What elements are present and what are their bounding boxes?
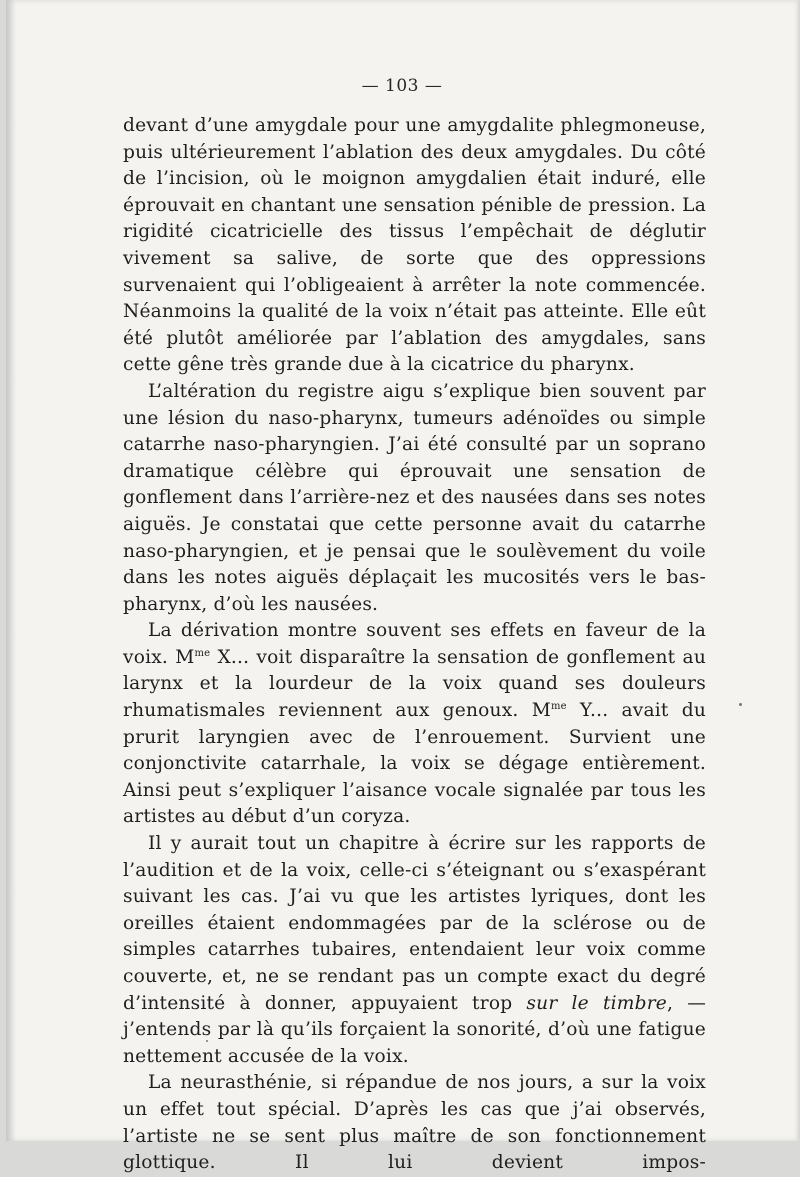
paragraph-4: [123, 831, 706, 1070]
paper-speck: [206, 1040, 208, 1042]
abbrev-madame-superscript: me: [550, 701, 567, 713]
paragraph-3: [123, 618, 706, 831]
paragraph-5: La neurasthénie, si répandue de nos jours, a sur la voix un effet tout spécial. D’après les cas que j’ai observés, l’artiste ne se sent plus maître de son fonctionnement glottique. Il lui devient impos-: [123, 1072, 706, 1174]
abbrev-madame-superscript: me: [194, 647, 211, 659]
paragraph-3-part-b: X... voit disparaître la sensation de gonflement au larynx et la lourdeur de la voix quand ses douleurs rhumatismales reviennent aux genoux. M: [123, 646, 706, 722]
paragraph-1: devant d’une amygdale pour une amygdalite phlegmoneuse, puis ultérieurement l’ablation des deux amygdales. Du côté de l’incision, où le moignon amygdalien était induré, elle éprouvait en chantant une sensation pénible de pression. La rigidité cicatricielle des tissus l’empêchait de déglutir vivement sa salive, de sorte que des oppressions survenaient qui l’obligeaient à arrêter la note commencée. Néanmoins la qualité de la voix n’était pas atteinte. Elle eût été plutôt améliorée par l’ablation des amygdales, sans cette gêne très grande due à la cicatrice du pharynx.: [123, 115, 706, 376]
paragraph-3-part-c: Y... avait du prurit laryngien avec de l’enrouement. Survient une conjonctivite catarrhale, la voix se dégage entièrement. Ainsi peut s’expliquer l’aisance vocale signalée par tous les artistes au début d’un coryza.: [123, 700, 706, 828]
page-body: [123, 113, 706, 1177]
page-number: — 103 —: [361, 76, 443, 96]
paragraph-4-part-b: , — j’entends par là qu’ils forçaient la sonorité, d’où une fatigue nettement accusée de la voix.: [123, 992, 707, 1067]
paper-speck: [739, 703, 742, 706]
italic-phrase: sur le timbre: [526, 992, 668, 1014]
page-edge-shadow: [6, 0, 16, 1141]
book-page: [6, 0, 798, 1174]
paragraph-3-part-a: La dérivation montre souvent ses effets en faveur de la voix. M: [123, 620, 706, 668]
paragraph-4-part-a: Il y aurait tout un chapitre à écrire sur les rapports de l’audition et de la voix, celle-ci s’éteignant ou s’exaspérant suivant les cas. J’ai vu que les artistes lyriques, dont les oreilles étaient endommagées par de la sclérose ou de simples catarrhes tubaires, entendaient leur voix comme couverte, et, ne se rendant pas un compte exact du degré d’intensité à donner, appuyaient trop: [123, 833, 706, 1014]
paragraph-2: L’altération du registre aigu s’explique bien souvent par une lésion du naso-pharynx, tumeurs adénoïdes ou simple catarrhe naso-pharyngien. J’ai été consulté par un soprano dramatique célèbre qui éprouvait une sensation de gonflement dans l’arrière-nez et des nausées dans ses notes aiguës. Je constatai que cette personne avait du catarrhe naso-pharyngien, et je pensai que le soulèvement du voile dans les notes aiguës déplaçait les mucosités vers le bas-pharynx, d’où les nausées.: [123, 380, 706, 615]
